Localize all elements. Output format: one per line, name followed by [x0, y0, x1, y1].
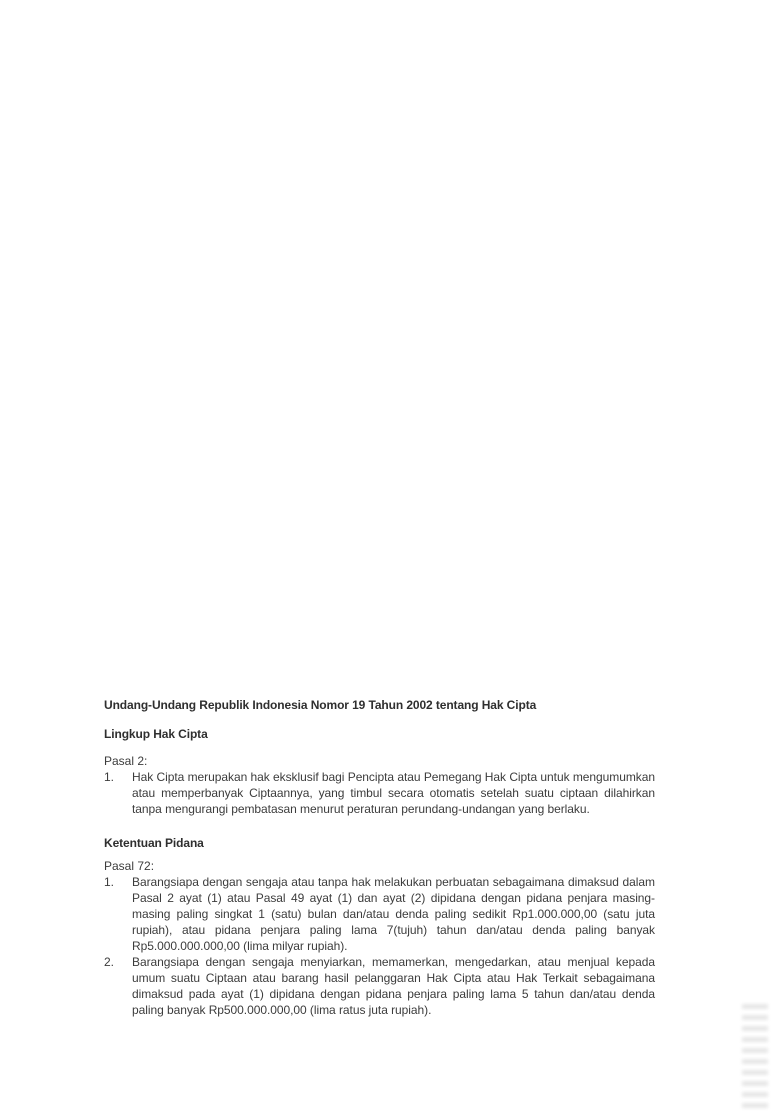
document-title: Undang-Undang Republik Indonesia Nomor 19 Tahun 2002 tentang Hak Cipta — [104, 698, 537, 712]
section-ketentuan-pidana — [104, 835, 655, 1018]
section-lingkup-hak-cipta — [104, 726, 655, 817]
copyright-notice-block — [104, 697, 655, 1018]
item-number: 2. — [104, 955, 115, 969]
faint-vertical-watermark-smudge — [742, 1004, 768, 1112]
section-heading: Lingkup Hak Cipta — [104, 727, 208, 741]
list-item — [104, 954, 655, 1018]
item-number: 1. — [104, 875, 115, 889]
item-text: Barangsiapa dengan sengaja atau tanpa hak melakukan perbuatan sebagaimana dimaksud dalam Pasal 2 ayat (1) atau Pasal 49 ayat (1) dan ayat (2) dipidana dengan pidana penjara masing-masing paling singkat 1 (satu) bulan dan/atau denda paling sedikit Rp1.000.000,00 (satu juta rupiah), atau pidana penjara paling lama 7(tujuh) tahun dan/atau denda paling banyak Rp5.000.000.000,00 (lima milyar rupiah). — [132, 875, 655, 953]
article-item-list — [104, 769, 655, 817]
item-text: Hak Cipta merupakan hak eksklusif bagi Pencipta atau Pemegang Hak Cipta untuk mengumumkan atau memperbanyak Ciptaannya, yang timbul secara otomatis setelah suatu ciptaan dilahirkan tanpa mengurangi pembatasan menurut peraturan perundang-undangan yang berlaku. — [132, 770, 655, 816]
item-number: 1. — [104, 770, 115, 784]
article-label: Pasal 72: — [104, 859, 155, 873]
section-heading: Ketentuan Pidana — [104, 836, 204, 850]
item-text: Barangsiapa dengan sengaja menyiarkan, memamerkan, mengedarkan, atau menjual kepada umum suatu Ciptaan atau barang hasil pelanggaran Hak Cipta atau Hak Terkait sebagaimana dimaksud pada ayat (1) dipidana dengan pidana penjara paling lama 5 tahun dan/atau denda paling banyak Rp500.000.000,00 (lima ratus juta rupiah). — [132, 955, 655, 1017]
list-item — [104, 874, 655, 954]
article-item-list — [104, 874, 655, 1018]
article-label: Pasal 2: — [104, 754, 148, 768]
list-item — [104, 769, 655, 817]
